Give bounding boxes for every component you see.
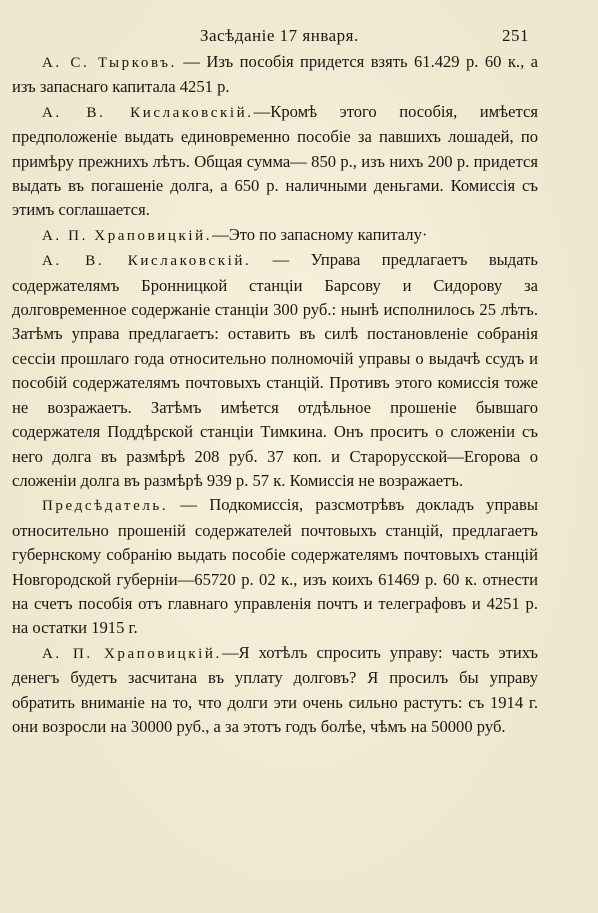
speaker-name: А. П. Храповицкій. xyxy=(42,645,222,662)
paragraph-text: — Подкомиссія, разсмотрѣвъ докладъ управы относительно прошеній содержателей почтовыхъ станцій, предлагаетъ губернскому собранію выдать пособіе содержателямъ почтовыхъ станцій Новгородской губерніи—65720 р. 02 к., изъ коихъ 61469 р. 60 к. отнести на счетъ пособія отъ главнаго управленія почтъ и телеграфовъ и 4251 р. на остатки 1915 г. xyxy=(12,495,538,638)
speaker-name: А. П. Храповицкій. xyxy=(42,227,213,244)
document-body xyxy=(12,50,538,739)
speaker-name: А. В. Кислаковскій. xyxy=(42,253,252,270)
paragraph-text: —Это по запасному капиталу· xyxy=(212,224,428,244)
running-head: Засѣданіе 17 января. xyxy=(200,26,359,45)
paragraph xyxy=(12,100,538,223)
page-number: 251 xyxy=(502,26,529,45)
paragraph xyxy=(12,50,538,100)
speaker-name: А. С. Тырковъ. xyxy=(42,55,177,71)
paragraph-text: — Изъ пособія придется взять 61.429 р. 60 к., а изъ запаснаго капитала 4251 р. xyxy=(12,52,538,97)
page-header xyxy=(12,12,538,50)
paragraph xyxy=(12,223,538,248)
paragraph xyxy=(12,493,538,640)
paragraph xyxy=(12,248,538,493)
paragraph-text: —Кромѣ этого пособія, имѣется предположеніе выдать единовременно пособіе за павшихъ лошадей, по примѣру прежнихъ лѣтъ. Общая сумма— 850 р., изъ нихъ 200 р. придется выдать въ погашеніе долга, а 650 р. наличными деньгами. Комиссія съ этимъ соглашается. xyxy=(12,101,538,220)
paragraph xyxy=(12,641,538,740)
paragraph-text: — Управа предлагаетъ выдать содержателямъ Бронницкой станціи Барсову и Сидорову за долговременное содержаніе станціи 300 руб.: нынѣ исполнилось 25 лѣтъ. Затѣмъ управа предлагаетъ: оставить въ силѣ постановленіе собранія сессіи прошлаго года относительно полномочій управы о выдачѣ ссудъ и пособій содержателямъ почтовыхъ станцій. Противъ этого комиссія тоже не возражаетъ. Затѣмъ имѣется отдѣльное прошеніе бывшаго содержателя Поддѣрской станціи Тимкина. Онъ проситъ о сложеніи съ него долга въ размѣрѣ 208 руб. 37 коп. и Старорусской—Егорова о сложеніи долга въ размѣрѣ 939 р. 57 к. Комиссія не возражаетъ. xyxy=(12,250,539,490)
speaker-name: А. В. Кислаковскій. xyxy=(42,104,254,121)
speaker-name: Предсѣдатель. xyxy=(42,498,169,515)
paragraph-text: —Я хотѣлъ спросить управу: часть этихъ денегъ будетъ засчитана въ уплату долговъ? Я просилъ бы управу обратить вниманіе на то, что долги эти очень сильно растутъ: съ 1914 г. они возросли на 30000 руб., а за этотъ годъ болѣе, чѣмъ на 50000 руб. xyxy=(12,642,538,736)
